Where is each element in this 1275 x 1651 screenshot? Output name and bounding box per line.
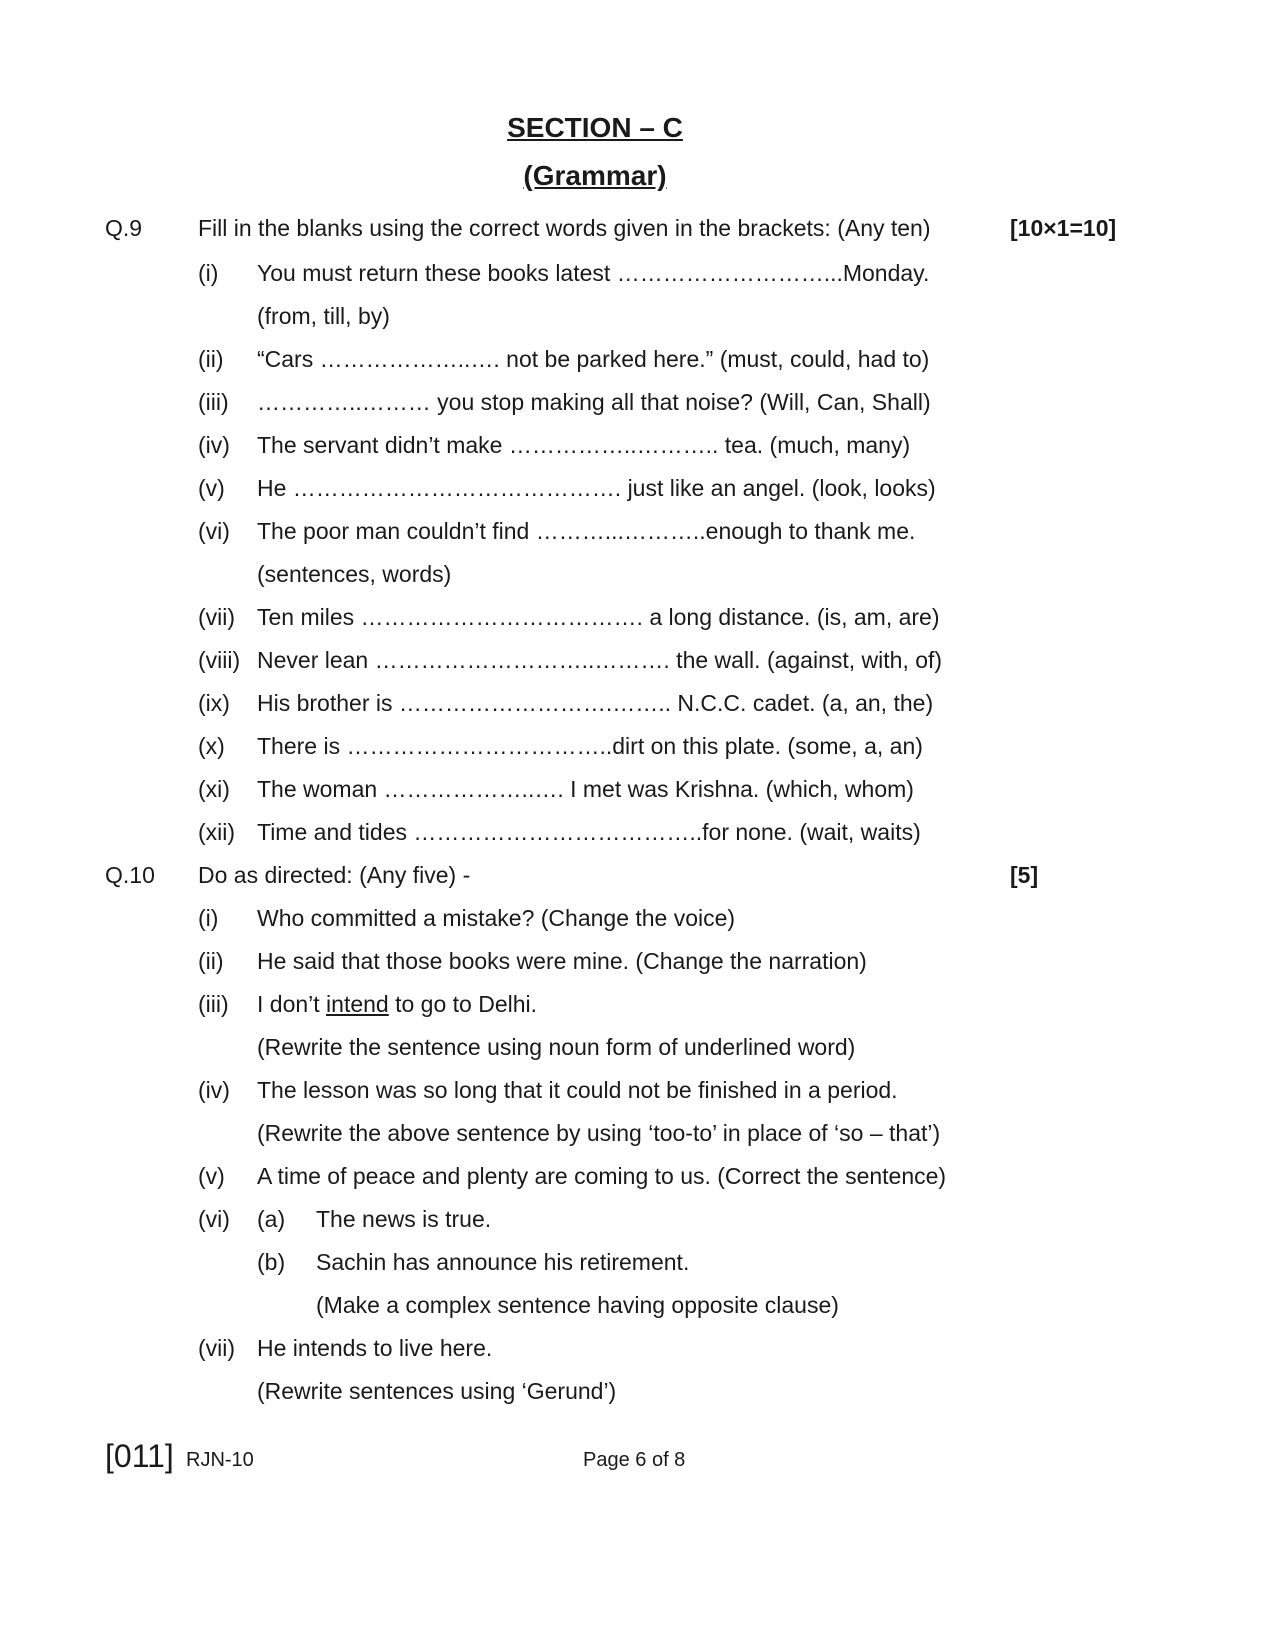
q9-item-num: (ix) — [198, 690, 230, 716]
q10-iii-after: to go to Delhi. — [388, 991, 538, 1017]
q9-item-text: He ……………………………………. just like an angel. (look, looks) — [257, 475, 936, 501]
q9-item-num: (xi) — [198, 776, 230, 802]
q9-item-num: (v) — [198, 475, 225, 501]
q10-number: Q.10 — [105, 862, 155, 888]
q10-item-num: (i) — [198, 905, 219, 931]
q9-item-num: (i) — [198, 260, 219, 286]
q9-item-text: The woman ………………..…. I met was Krishna. (which, whom) — [257, 776, 914, 802]
q9-item-options: (from, till, by) — [257, 303, 390, 329]
q9-item-num: (vii) — [198, 604, 236, 630]
q10-item-text — [257, 989, 537, 1019]
q10-sub-num: (a) — [257, 1206, 286, 1232]
q10-sub-text: Sachin has announce his retirement. — [316, 1249, 690, 1275]
q9-item-text: There is ……………………………..dirt on this plate. (some, a, an) — [257, 733, 923, 759]
q10-item-num: (iv) — [198, 1077, 230, 1103]
q9-item-num: (ii) — [198, 346, 224, 372]
q9-item-num: (viii) — [198, 647, 241, 673]
q9-marks: [10×1=10] — [1010, 215, 1117, 241]
q10-item-text: The lesson was so long that it could not be finished in a period. — [257, 1077, 898, 1103]
q10-item-instruction: (Make a complex sentence having opposite clause) — [316, 1292, 839, 1318]
q9-item-num: (vi) — [198, 518, 230, 544]
section-subtitle: (Grammar) — [523, 160, 667, 191]
q10-item-instruction: (Rewrite the sentence using noun form of underlined word) — [257, 1034, 856, 1060]
footer-code: [011] — [105, 1438, 174, 1474]
footer-paper-code: RJN-10 — [186, 1449, 254, 1471]
q9-item-text: Never lean ………………………..………. the wall. (against, with, of) — [257, 647, 943, 673]
q9-item-text: Time and tides ………………………………..for none. (wait, waits) — [257, 819, 921, 845]
q10-item-num: (ii) — [198, 948, 224, 974]
q10-sub-text: The news is true. — [316, 1206, 492, 1232]
q9-item-num: (iii) — [198, 389, 229, 415]
q9-item-num: (iv) — [198, 432, 230, 458]
q10-iii-before: I don’t — [257, 991, 327, 1017]
q10-marks: [5] — [1010, 862, 1039, 888]
q9-instruction: Fill in the blanks using the correct words given in the brackets: (Any ten) — [198, 215, 931, 241]
q10-instruction: Do as directed: (Any five) - — [198, 862, 471, 888]
q9-item-text: You must return these books latest ………………………...Monday. — [257, 260, 930, 286]
q9-item-num: (xii) — [198, 819, 236, 845]
q10-item-text: Who committed a mistake? (Change the voice) — [257, 905, 736, 931]
q9-number: Q.9 — [105, 215, 143, 241]
q10-item-text: He said that those books were mine. (Change the narration) — [257, 948, 867, 974]
q9-item-text: The poor man couldn’t find ………...………..enough to thank me. — [257, 518, 916, 544]
q10-item-num: (vi) — [198, 1206, 230, 1232]
q10-item-text: He intends to live here. — [257, 1335, 493, 1361]
q10-item-num: (vii) — [198, 1335, 236, 1361]
q9-item-options: (sentences, words) — [257, 561, 452, 587]
q9-item-text: Ten miles ………………………………. a long distance. (is, am, are) — [257, 604, 940, 630]
section-title: SECTION – C — [507, 112, 683, 143]
q9-item-num: (x) — [198, 733, 225, 759]
q9-item-text: The servant didn’t make ……………..……….. tea. (much, many) — [257, 432, 911, 458]
underlined-word: intend — [326, 991, 389, 1017]
q10-sub-num: (b) — [257, 1249, 286, 1275]
q10-item-instruction: (Rewrite the above sentence by using ‘too-to’ in place of ‘so – that’) — [257, 1120, 941, 1146]
q10-item-num: (iii) — [198, 991, 229, 1017]
q10-item-instruction: (Rewrite sentences using ‘Gerund’) — [257, 1378, 617, 1404]
q9-item-text: …………..……… you stop making all that noise? (Will, Can, Shall) — [257, 389, 931, 415]
q9-item-text: “Cars ………………..…. not be parked here.” (must, could, had to) — [257, 346, 930, 372]
q10-item-num: (v) — [198, 1163, 225, 1189]
page-number: Page 6 of 8 — [583, 1449, 686, 1471]
q10-item-text: A time of peace and plenty are coming to us. (Correct the sentence) — [257, 1163, 947, 1189]
q9-item-text: His brother is ……………………….…….. N.C.C. cadet. (a, an, the) — [257, 690, 934, 716]
